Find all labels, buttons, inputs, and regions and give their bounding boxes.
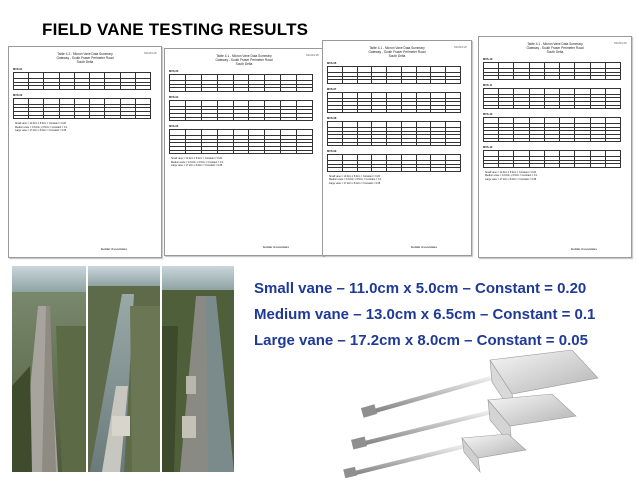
table-cell — [560, 105, 575, 109]
results-page-3 — [322, 40, 472, 256]
page-header-line: South Delta — [76, 60, 94, 64]
site-data-table — [483, 150, 621, 168]
vane-note-line: Medium vane = 13.0cm x 6.5cm = Constant = 0.1 — [15, 125, 68, 129]
table-cell — [372, 142, 387, 146]
table-cell — [185, 117, 201, 121]
table-cell — [201, 88, 217, 92]
table-cell — [233, 88, 249, 92]
page-header-line: Gateway - South Fraser Perimeter Road — [215, 58, 273, 62]
table-cell — [357, 109, 372, 113]
site-data-table — [327, 121, 461, 146]
table-cell — [544, 76, 559, 80]
spec-small-vane: Small vane – 11.0cm x 5.0cm – Constant = 0.20 — [254, 280, 587, 297]
table-cell — [233, 117, 249, 121]
site-label: MVS-01 — [13, 68, 23, 71]
site-data-table — [327, 154, 461, 172]
table-cell — [29, 115, 44, 119]
table-row — [170, 150, 313, 154]
site-label: MVS-06 — [327, 62, 337, 65]
table-cell — [560, 138, 575, 142]
table-cell — [135, 86, 150, 90]
table-cell — [74, 86, 89, 90]
table-cell — [357, 142, 372, 146]
site-label: MVS-02 — [13, 93, 23, 97]
page-header-line: Table 4.1 - Micron Vane Data Summary — [369, 46, 425, 50]
table-row — [484, 76, 621, 80]
site-data-table — [169, 100, 313, 121]
company-name: Golder Associates — [410, 245, 437, 249]
page-header — [9, 52, 161, 64]
spec-medium-vane: Medium vane – 13.0cm x 6.5cm – Constant = 0.1 — [254, 306, 596, 323]
table-cell — [74, 115, 89, 119]
table-cell — [387, 142, 402, 146]
table-cell — [514, 105, 529, 109]
table-cell — [484, 76, 499, 80]
page-header-line: Gateway - South Fraser Perimeter Road — [56, 56, 114, 60]
site-data-table — [169, 74, 313, 92]
table-cell — [44, 115, 59, 119]
vane-note-line: Large vane = 17.2cm x 8.0cm = Constant = 0.05 — [15, 128, 67, 132]
table-cell — [387, 168, 402, 172]
table-cell — [416, 80, 431, 84]
vane-specifications — [254, 276, 595, 354]
slide-title: FIELD VANE TESTING RESULTS — [42, 20, 309, 39]
table-cell — [44, 86, 59, 90]
table-cell — [514, 138, 529, 142]
table-cell — [446, 109, 461, 113]
table-cell — [265, 150, 281, 154]
table-cell — [575, 76, 590, 80]
table-cell — [416, 109, 431, 113]
table-cell — [446, 80, 461, 84]
page-header — [165, 54, 323, 66]
table-cell — [605, 76, 620, 80]
table-cell — [446, 168, 461, 172]
table-cell — [297, 88, 313, 92]
page-header-line: Gateway - South Fraser Perimeter Road — [368, 50, 426, 54]
table-cell — [14, 86, 29, 90]
page-ref: SD-001-VF — [454, 46, 467, 49]
table-cell — [372, 109, 387, 113]
table-cell — [217, 117, 233, 121]
company-name: Golder Associates — [100, 247, 127, 251]
table-cell — [514, 76, 529, 80]
table-cell — [605, 164, 620, 168]
table-cell — [387, 80, 402, 84]
page-header-line: South Delta — [388, 54, 406, 58]
table-cell — [387, 109, 402, 113]
table-cell — [342, 142, 357, 146]
site-label: MVS-08 — [327, 117, 337, 121]
vane-note-line: Small vane = 11.0cm x 5.0cm = Constant = 0.20 — [15, 122, 66, 126]
table-cell — [170, 117, 186, 121]
table-cell — [401, 80, 416, 84]
table-cell — [59, 86, 74, 90]
table-cell — [560, 164, 575, 168]
vane-note-line: Medium vane = 13.0cm x 6.5cm = Constant = 0.1 — [329, 178, 382, 182]
results-page-4 — [478, 36, 632, 258]
table-cell — [499, 164, 514, 168]
page-header — [479, 42, 631, 54]
site-label: MVS-07 — [327, 87, 337, 91]
vane-notes — [15, 122, 161, 132]
table-row — [14, 86, 151, 90]
page-header-line: Table 4.1 - Micron Vane Data Summary — [527, 42, 583, 46]
results-page-2 — [164, 48, 324, 256]
table-cell — [105, 86, 120, 90]
table-cell — [249, 88, 265, 92]
table-cell — [401, 142, 416, 146]
table-cell — [431, 142, 446, 146]
table-cell — [529, 164, 544, 168]
site-label: MVS-03 — [169, 70, 179, 73]
vane-notes — [329, 175, 471, 185]
table-row — [484, 138, 621, 142]
table-cell — [590, 76, 605, 80]
table-cell — [416, 142, 431, 146]
table-cell — [499, 76, 514, 80]
table-cell — [297, 150, 313, 154]
page-ref: SD-001-VF — [614, 42, 627, 45]
table-cell — [446, 142, 461, 146]
aerial-photo-collage — [12, 266, 234, 472]
vane-note-line: Large vane = 17.2cm x 8.0cm = Constant = 0.05 — [485, 177, 537, 181]
table-cell — [484, 105, 499, 109]
table-cell — [201, 117, 217, 121]
vane-note-line: Small vane = 11.0cm x 5.0cm = Constant = 0.20 — [485, 170, 536, 174]
table-cell — [281, 117, 297, 121]
vane-note-line: Medium vane = 13.0cm x 6.5cm = Constant = 0.1 — [485, 174, 538, 178]
site-label: MVS-10 — [483, 58, 493, 61]
table-cell — [401, 109, 416, 113]
table-cell — [120, 115, 135, 119]
table-cell — [431, 80, 446, 84]
table-cell — [590, 138, 605, 142]
table-cell — [265, 117, 281, 121]
page-header-line: South Delta — [235, 62, 253, 66]
table-cell — [529, 138, 544, 142]
table-cell — [328, 142, 343, 146]
spec-large-vane: Large vane – 17.2cm x 8.0cm – Constant = 0.05 — [254, 332, 588, 349]
site-label: MVS-11 — [483, 83, 493, 87]
table-row — [328, 168, 461, 172]
table-cell — [529, 76, 544, 80]
page-ref: SD-001-VF — [306, 54, 319, 57]
vane-notes — [485, 171, 631, 181]
table-cell — [544, 138, 559, 142]
vane-note-line: Large vane = 17.2cm x 8.0cm = Constant = 0.05 — [329, 181, 381, 185]
table-cell — [185, 88, 201, 92]
site-label: MVS-12 — [483, 113, 493, 117]
table-cell — [90, 86, 105, 90]
table-row — [170, 88, 313, 92]
table-cell — [201, 150, 217, 154]
table-cell — [575, 164, 590, 168]
table-cell — [342, 109, 357, 113]
table-cell — [217, 150, 233, 154]
page-header-line: South Delta — [546, 50, 564, 54]
table-cell — [90, 115, 105, 119]
table-row — [170, 117, 313, 121]
table-cell — [484, 164, 499, 168]
site-data-table — [327, 92, 461, 113]
page-ref: SD-001-VF — [144, 52, 157, 55]
site-data-table — [483, 117, 621, 142]
page-header — [323, 46, 471, 58]
vane-note-line: Medium vane = 13.0cm x 6.5cm = Constant = 0.1 — [171, 160, 224, 164]
site-data-table — [327, 66, 461, 84]
vane-note-line: Large vane = 17.2cm x 8.0cm = Constant = 0.05 — [171, 163, 223, 167]
table-cell — [499, 138, 514, 142]
table-cell — [431, 109, 446, 113]
table-row — [328, 142, 461, 146]
table-cell — [431, 168, 446, 172]
table-cell — [590, 164, 605, 168]
table-cell — [401, 168, 416, 172]
vane-tools-photo — [340, 350, 630, 478]
table-cell — [120, 86, 135, 90]
table-cell — [249, 150, 265, 154]
table-cell — [59, 115, 74, 119]
vane-notes — [171, 157, 323, 167]
vane-note-line: Small vane = 11.0cm x 5.0cm = Constant = 0.20 — [171, 157, 222, 161]
table-row — [328, 80, 461, 84]
table-cell — [170, 150, 186, 154]
table-cell — [357, 80, 372, 84]
table-cell — [544, 164, 559, 168]
table-cell — [499, 105, 514, 109]
table-cell — [328, 109, 343, 113]
table-cell — [135, 115, 150, 119]
page-header-line: Table 4.1 - Micron Vane Data Summary — [216, 54, 272, 58]
site-data-table — [169, 129, 313, 154]
table-cell — [170, 88, 186, 92]
table-cell — [342, 168, 357, 172]
results-page-1 — [8, 46, 162, 258]
table-cell — [514, 164, 529, 168]
table-cell — [372, 168, 387, 172]
table-cell — [281, 150, 297, 154]
site-data-table — [483, 62, 621, 80]
table-cell — [529, 105, 544, 109]
site-label: MVS-09 — [327, 150, 337, 154]
table-cell — [217, 88, 233, 92]
site-data-table — [13, 72, 151, 90]
aerial-photo-image — [12, 266, 234, 472]
company-name: Golder Associates — [262, 245, 289, 249]
table-cell — [328, 80, 343, 84]
table-cell — [372, 80, 387, 84]
table-cell — [575, 105, 590, 109]
page-header-line: Table 4.1 - Micron Vane Data Summary — [57, 52, 113, 56]
page-header-line: Gateway - South Fraser Perimeter Road — [526, 46, 584, 50]
table-cell — [14, 115, 29, 119]
site-data-table — [13, 98, 151, 119]
table-cell — [560, 76, 575, 80]
table-cell — [105, 115, 120, 119]
table-row — [484, 105, 621, 109]
table-cell — [249, 117, 265, 121]
table-cell — [233, 150, 249, 154]
table-cell — [357, 168, 372, 172]
site-label: MVS-04 — [169, 95, 179, 99]
site-label: MVS-13 — [483, 146, 493, 150]
table-cell — [297, 117, 313, 121]
table-cell — [185, 150, 201, 154]
site-data-table — [483, 88, 621, 109]
table-cell — [544, 105, 559, 109]
table-row — [328, 109, 461, 113]
table-cell — [416, 168, 431, 172]
site-label: MVS-05 — [169, 125, 179, 129]
table-cell — [590, 105, 605, 109]
table-cell — [342, 80, 357, 84]
table-cell — [29, 86, 44, 90]
vane-tools-image — [340, 350, 630, 478]
table-cell — [605, 105, 620, 109]
table-cell — [575, 138, 590, 142]
table-cell — [605, 138, 620, 142]
table-row — [484, 164, 621, 168]
vane-note-line: Small vane = 11.0cm x 5.0cm = Constant = 0.20 — [329, 174, 380, 178]
company-name: Golder Associates — [570, 247, 597, 251]
table-cell — [484, 138, 499, 142]
table-cell — [281, 88, 297, 92]
table-cell — [265, 88, 281, 92]
table-cell — [328, 168, 343, 172]
table-row — [14, 115, 151, 119]
